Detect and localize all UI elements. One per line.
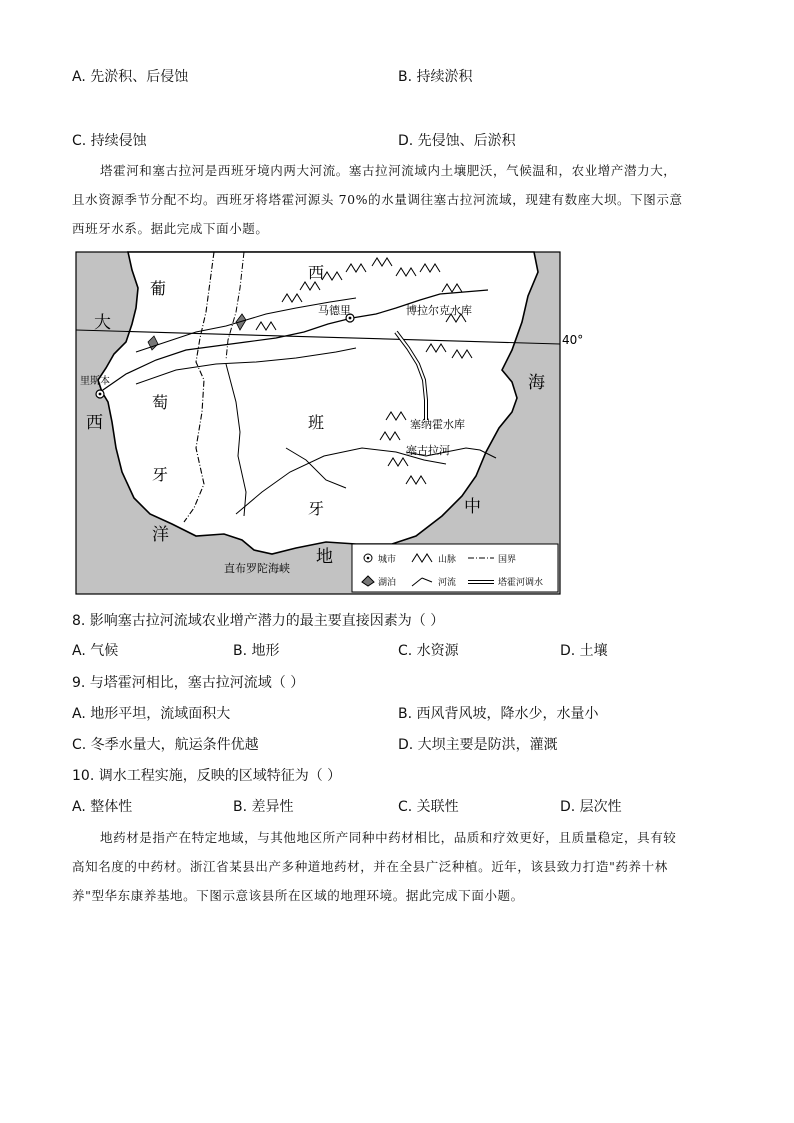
label-lat: 40° [562,333,584,347]
passage-spain-line2: 且水资源季节分配不均。西班牙将塔霍河源头 70%的水量调往塞古拉河流域，现建有数座大坝。下图示意 [72,192,683,207]
q9-option-b[interactable]: B. 西风背风坡，降水少，水量小 [398,706,599,722]
label-di: 地 [316,547,333,567]
spain-water-system-map [76,252,584,594]
label-zhong: 中 [464,497,481,517]
label-ya1: 牙 [152,465,169,484]
legend-border: 国界 [498,555,517,565]
q10-option-d[interactable]: D. 层次性 [560,799,622,815]
label-hai: 海 [528,373,545,393]
legend-city: 城市 [378,555,397,565]
passage-herbs-line2: 高知名度的中药材。浙江省某县出产多种道地药材，并在全县广泛种植。近年，该县致力打造"药养十林 [72,859,668,874]
passage-spain-line3: 西班牙水系。据此完成下面小题。 [72,221,269,236]
label-xi-ocean: 西 [86,413,103,433]
label-xi-country: 西 [308,263,325,282]
label-bolarque: 博拉尔克水库 [406,304,472,317]
prev-option-d[interactable]: D. 先侵蚀、后淤积 [398,133,516,149]
prev-option-a[interactable]: A. 先淤积、后侵蚀 [72,69,189,85]
label-pu: 葡 [150,279,167,298]
q9-option-a[interactable]: A. 地形平坦，流域面积大 [72,706,231,722]
q8-option-d[interactable]: D. 土壤 [560,643,608,659]
prev-option-c[interactable]: C. 持续侵蚀 [72,133,147,149]
q10-option-b[interactable]: B. 差异性 [233,799,294,815]
label-ban: 班 [308,413,325,432]
prev-option-b[interactable]: B. 持续淤积 [398,69,473,85]
label-ya2: 牙 [308,499,325,518]
label-yang: 洋 [152,525,169,545]
legend-river: 河流 [438,578,457,588]
passage-herbs-line3: 养"型华东康养基地。下图示意该县所在区域的地理环境。据此完成下面小题。 [72,888,524,903]
question-10-stem: 10. 调水工程实施，反映的区域特征为（ ） [72,768,342,784]
q8-option-b[interactable]: B. 地形 [233,643,280,659]
label-segura: 塞古拉河 [406,444,450,457]
q8-option-a[interactable]: A. 气候 [72,643,119,659]
passage-spain-line1: 塔霍河和塞古拉河是西班牙境内两大河流。塞古拉河流域内土壤肥沃，气候温和，农业增产潜力大， [100,163,677,178]
q9-option-d[interactable]: D. 大坝主要是防洪，灌溉 [398,737,558,753]
passage-spain [72,156,722,243]
label-da: 大 [94,313,111,333]
passage-herbs-line1: 地药材是指产在特定地域，与其他地区所产同种中药材相比，品质和疗效更好，且质量稳定，具有较 [100,830,677,845]
q9-option-c[interactable]: C. 冬季水量大，航运条件优越 [72,737,259,753]
label-lisbon: 里斯本 [80,376,110,387]
question-8-stem: 8. 影响塞古拉河流域农业增产潜力的最主要直接因素为（ ） [72,613,445,629]
q10-option-c[interactable]: C. 关联性 [398,799,459,815]
label-madrid: 马德里 [318,304,351,317]
legend-transfer: 塔霍河调水 [498,578,544,588]
question-9-stem: 9. 与塔霍河相比，塞古拉河流域（ ） [72,675,305,691]
label-cenajo: 塞纳霍水库 [410,418,465,431]
label-gibraltar: 直布罗陀海峡 [224,562,290,575]
passage-herbs [72,823,722,910]
label-tao: 萄 [152,393,169,412]
legend-lake: 湖泊 [378,578,397,588]
legend-mountain: 山脉 [438,555,457,565]
q8-option-c[interactable]: C. 水资源 [398,643,459,659]
q10-option-a[interactable]: A. 整体性 [72,799,133,815]
